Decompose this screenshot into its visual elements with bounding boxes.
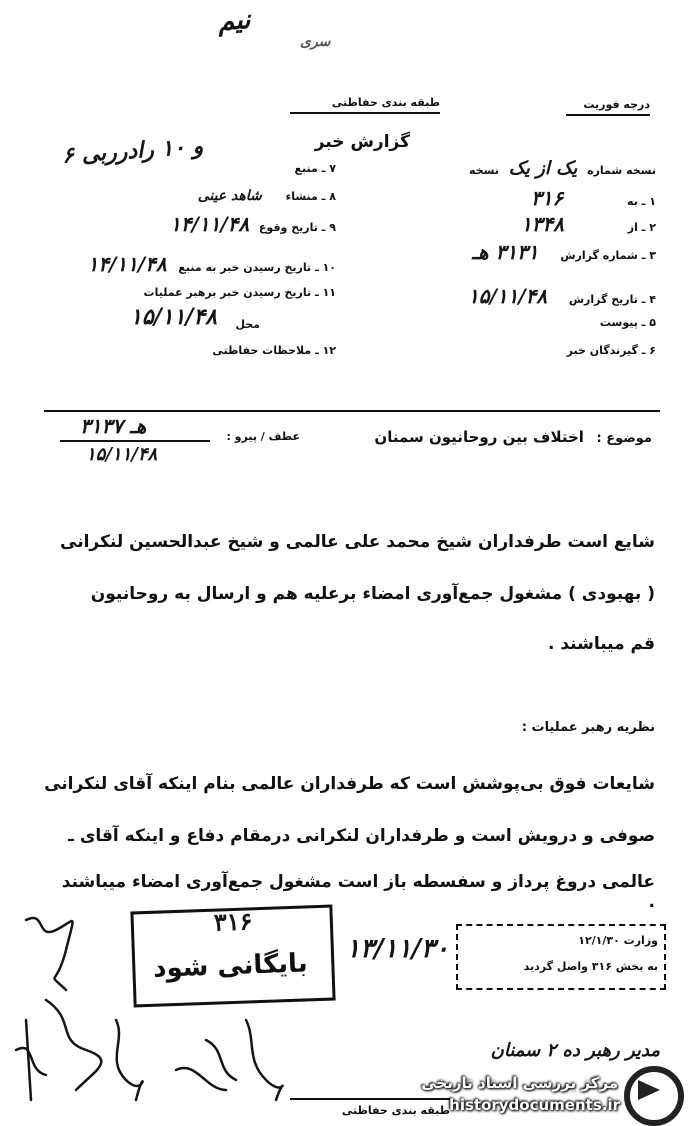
body-line: شایع است طرفداران شیخ محمد علی عالمی و شیخ عبدالحسین لنکرانی <box>60 532 655 552</box>
body-line: قم میباشند . <box>547 634 655 654</box>
field-value: ۱۴/۱۱/۴۸ <box>170 212 250 236</box>
subject-reference-label: عطف / پیرو : <box>226 430 300 443</box>
field-copy-number <box>400 158 656 179</box>
subject-label: موضوع : <box>596 431 652 446</box>
priority-label: درجه فوریت <box>583 98 650 111</box>
priority-underline <box>566 114 650 116</box>
entry-stamp-line2: به بخش ۳۱۶ واصل گردید <box>523 960 658 973</box>
field-occurrence-date <box>70 212 336 236</box>
watermark-logo-mark-icon <box>624 1066 672 1114</box>
field-label: ۱۰ ـ تاریخ رسیدن خبر به منبع <box>178 261 336 274</box>
field-from <box>400 212 656 236</box>
body-line: ( بهبودی ) مشغول جمع‌آوری امضاء برعلیه هم و ارسال به روحانیون <box>90 584 655 604</box>
archive-stamp-number: ۳۱۶ <box>213 906 253 937</box>
field-report-date <box>380 284 656 308</box>
field-place <box>200 318 260 331</box>
field-label: ۳ ـ شماره گزارش <box>560 249 656 262</box>
field-value: شاهد عینی <box>197 188 262 204</box>
classification-underline <box>290 112 440 114</box>
field-label: ۹ ـ تاریخ وقوع <box>258 221 336 234</box>
field-value: یک از یک <box>508 158 578 179</box>
field-report-number <box>380 240 656 264</box>
field-label: ۱ ـ به <box>627 195 656 208</box>
field-value: ۱۴/۱۱/۴۸ <box>87 252 167 276</box>
entry-stamp <box>456 924 666 990</box>
field-label: ۲ ـ از <box>627 221 656 234</box>
subject-reference-date: ۱۵/۱۱/۴۸ <box>86 444 158 465</box>
field-label: محل <box>235 318 260 331</box>
report-title: گزارش خبر <box>314 132 410 152</box>
field-attachment <box>400 316 656 329</box>
field-security-notes <box>100 344 336 357</box>
field-value: ۳۱۶ <box>530 186 564 210</box>
archive-stamp-text: بایگانی شود <box>152 948 309 984</box>
margin-signature-scribble <box>6 900 336 1110</box>
field-value: ۳۱۳۱ هـ <box>472 240 539 264</box>
operations-receipt-date-value: ۱۵/۱۱/۴۸ <box>130 304 217 330</box>
watermark-line2: historydocuments.ir <box>449 1096 620 1114</box>
field-label: ۸ ـ منشاء <box>285 190 336 203</box>
source-handwriting: ۶ و ۱۰ رادرربی <box>61 133 205 169</box>
opinion-line: شایعات فوق بی‌پوشش است که طرفداران عالمی بنام اینکه آقای لنکرانی <box>44 774 655 794</box>
subject-text: اختلاف بین روحانیون سمنان <box>374 428 584 446</box>
opinion-title: نظریه رهبر عملیات : <box>521 720 655 735</box>
reference-fraction-line <box>60 440 210 442</box>
signature-line: مدیر رهبر ده ۲ سمنان <box>490 1040 660 1061</box>
footer-classification: طبقه بندی حفاظتی <box>341 1104 450 1117</box>
field-label: ۷ ـ منبع <box>294 162 336 175</box>
classification-header: طبقه بندی حفاظتی <box>331 96 440 109</box>
watermark-line1: مرکز بررسی اسناد تاریخی <box>421 1074 618 1092</box>
entry-stamp-line1: وزارت ۱۲/۱/۳۰ <box>578 934 658 947</box>
opinion-line: عالمی دروغ پرداز و سفسطه باز است مشغول جمع‌آوری امضاء میباشند . <box>61 872 655 912</box>
field-source <box>250 162 336 175</box>
field-label: ۱۲ ـ ملاحظات حفاظتی <box>212 344 336 357</box>
subject-reference-number: ۳۱۳۷ هـ <box>80 414 147 438</box>
field-operations-receipt-date <box>40 286 336 299</box>
opinion-line: صوفی و درویش است و طرفداران لنکرانی درمقام دفاع و اینکه آقای ـ <box>68 826 655 846</box>
field-recipients <box>400 344 656 357</box>
field-label: ۴ ـ تاریخ گزارش <box>568 293 656 306</box>
subject-row <box>340 428 652 446</box>
field-label: ۵ ـ پیوست <box>599 316 656 329</box>
field-origin <box>70 188 336 204</box>
top-scribble: سری <box>300 34 331 50</box>
field-value: ۱۳۴۸ <box>520 212 564 236</box>
field-source-receipt-date <box>10 252 336 276</box>
top-handwriting: نیم <box>216 4 252 38</box>
footer-classification-line <box>290 1098 450 1100</box>
field-label: ۱۱ ـ تاریخ رسیدن خبر برهبر عملیات <box>143 286 336 299</box>
field-label: نسخه شماره <box>587 164 656 177</box>
field-suffix: نسخه <box>469 164 499 177</box>
handwritten-number: ۱۳/۱۱/۳۰ <box>346 934 449 964</box>
field-label: ۶ ـ گیرندگان خبر <box>566 344 656 357</box>
field-to <box>400 186 656 210</box>
header-divider <box>44 410 660 412</box>
field-value: ۱۵/۱۱/۴۸ <box>467 284 548 308</box>
watermark-logo-icon <box>624 1066 684 1126</box>
